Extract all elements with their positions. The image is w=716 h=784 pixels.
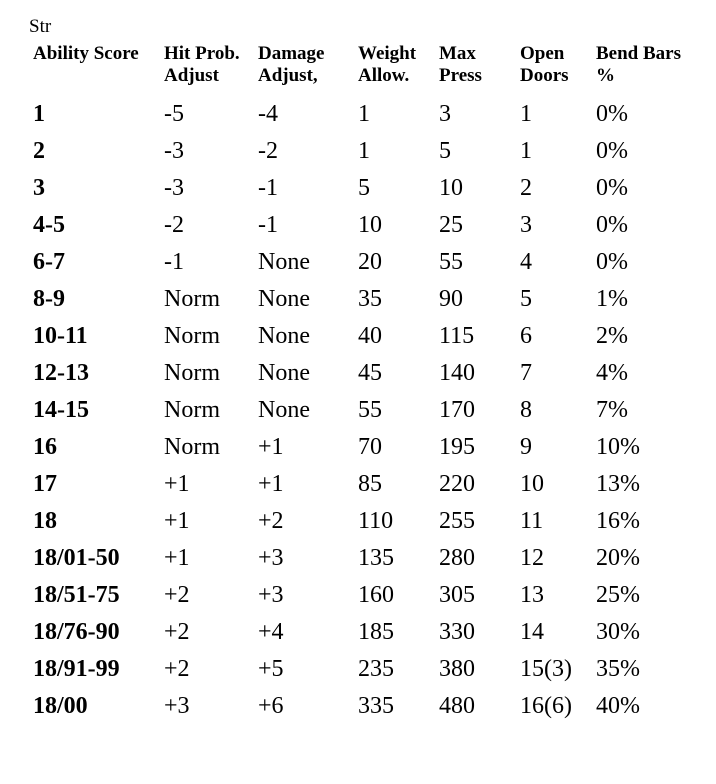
table-row bbox=[28, 539, 698, 576]
cell-open-doors: 16(6) bbox=[520, 692, 572, 719]
header-text-line: Press bbox=[439, 65, 482, 86]
cell-max-press: 140 bbox=[439, 359, 475, 386]
cell-max-press: 115 bbox=[439, 322, 475, 349]
cell-open-doors: 15(3) bbox=[520, 655, 572, 682]
table-header-row bbox=[28, 41, 698, 95]
cell-weight-allow: 185 bbox=[358, 618, 394, 645]
cell-hit-prob-adjust: -2 bbox=[164, 211, 184, 238]
cell-bend-bars: 16% bbox=[596, 507, 640, 534]
cell-damage-adjust: +6 bbox=[258, 692, 284, 719]
cell-bend-bars: 25% bbox=[596, 581, 640, 608]
cell-bend-bars: 13% bbox=[596, 470, 640, 497]
strength-table bbox=[28, 41, 698, 724]
cell-open-doors: 4 bbox=[520, 248, 532, 275]
table-row bbox=[28, 169, 698, 206]
header-text-line: Doors bbox=[520, 65, 569, 86]
cell-damage-adjust: +3 bbox=[258, 544, 284, 571]
cell-bend-bars: 0% bbox=[596, 211, 628, 238]
cell-weight-allow: 1 bbox=[358, 137, 370, 164]
header-text-line: Adjust, bbox=[258, 65, 318, 86]
cell-max-press: 195 bbox=[439, 433, 475, 460]
cell-open-doors: 14 bbox=[520, 618, 544, 645]
header-ability-score bbox=[28, 41, 159, 95]
cell-bend-bars: 30% bbox=[596, 618, 640, 645]
table-row bbox=[28, 687, 698, 724]
cell-damage-adjust: +2 bbox=[258, 507, 284, 534]
cell-max-press: 25 bbox=[439, 211, 463, 238]
cell-weight-allow: 5 bbox=[358, 174, 370, 201]
table-row bbox=[28, 280, 698, 317]
header-weight-allow bbox=[353, 41, 434, 95]
cell-damage-adjust: +1 bbox=[258, 470, 284, 497]
table-row bbox=[28, 650, 698, 687]
table-row bbox=[28, 354, 698, 391]
cell-damage-adjust: -1 bbox=[258, 211, 278, 238]
table-row bbox=[28, 317, 698, 354]
cell-weight-allow: 70 bbox=[358, 433, 382, 460]
cell-open-doors: 3 bbox=[520, 211, 532, 238]
header-damage-adjust bbox=[253, 41, 353, 95]
cell-open-doors: 10 bbox=[520, 470, 544, 497]
cell-ability-score: 1 bbox=[33, 100, 45, 127]
cell-hit-prob-adjust: +1 bbox=[164, 507, 190, 534]
cell-bend-bars: 0% bbox=[596, 100, 628, 127]
cell-damage-adjust: +4 bbox=[258, 618, 284, 645]
cell-max-press: 330 bbox=[439, 618, 475, 645]
cell-damage-adjust: None bbox=[258, 322, 310, 349]
cell-ability-score: 18/51-75 bbox=[33, 581, 120, 608]
cell-open-doors: 9 bbox=[520, 433, 532, 460]
cell-ability-score: 18/00 bbox=[33, 692, 88, 719]
header-hit-prob-adjust bbox=[159, 41, 253, 95]
table-row bbox=[28, 465, 698, 502]
cell-hit-prob-adjust: +2 bbox=[164, 581, 190, 608]
cell-ability-score: 8-9 bbox=[33, 285, 65, 312]
cell-weight-allow: 35 bbox=[358, 285, 382, 312]
table-caption: Str bbox=[29, 16, 52, 37]
cell-hit-prob-adjust: +3 bbox=[164, 692, 190, 719]
table-row bbox=[28, 613, 698, 650]
cell-ability-score: 18/91-99 bbox=[33, 655, 120, 682]
cell-max-press: 10 bbox=[439, 174, 463, 201]
cell-bend-bars: 1% bbox=[596, 285, 628, 312]
header-max-press bbox=[434, 41, 515, 95]
cell-hit-prob-adjust: +2 bbox=[164, 655, 190, 682]
cell-ability-score: 6-7 bbox=[33, 248, 65, 275]
cell-hit-prob-adjust: -3 bbox=[164, 174, 184, 201]
header-text-line: Bend Bars bbox=[596, 43, 681, 64]
cell-damage-adjust: None bbox=[258, 285, 310, 312]
cell-weight-allow: 160 bbox=[358, 581, 394, 608]
table-row bbox=[28, 95, 698, 132]
cell-weight-allow: 55 bbox=[358, 396, 382, 423]
cell-weight-allow: 1 bbox=[358, 100, 370, 127]
cell-bend-bars: 40% bbox=[596, 692, 640, 719]
cell-open-doors: 13 bbox=[520, 581, 544, 608]
header-open-doors bbox=[515, 41, 591, 95]
cell-hit-prob-adjust: +1 bbox=[164, 470, 190, 497]
cell-max-press: 220 bbox=[439, 470, 475, 497]
header-text-line: % bbox=[596, 65, 615, 86]
cell-weight-allow: 40 bbox=[358, 322, 382, 349]
cell-damage-adjust: None bbox=[258, 248, 310, 275]
cell-damage-adjust: -1 bbox=[258, 174, 278, 201]
cell-weight-allow: 10 bbox=[358, 211, 382, 238]
cell-max-press: 55 bbox=[439, 248, 463, 275]
cell-hit-prob-adjust: Norm bbox=[164, 359, 220, 386]
cell-weight-allow: 45 bbox=[358, 359, 382, 386]
cell-bend-bars: 2% bbox=[596, 322, 628, 349]
cell-damage-adjust: +1 bbox=[258, 433, 284, 460]
cell-ability-score: 4-5 bbox=[33, 211, 65, 238]
cell-bend-bars: 7% bbox=[596, 396, 628, 423]
cell-max-press: 480 bbox=[439, 692, 475, 719]
cell-open-doors: 5 bbox=[520, 285, 532, 312]
cell-max-press: 5 bbox=[439, 137, 451, 164]
table-row bbox=[28, 576, 698, 613]
cell-max-press: 380 bbox=[439, 655, 475, 682]
cell-bend-bars: 0% bbox=[596, 137, 628, 164]
cell-ability-score: 16 bbox=[33, 433, 57, 460]
table-body bbox=[28, 95, 698, 724]
cell-max-press: 255 bbox=[439, 507, 475, 534]
header-bend-bars bbox=[591, 41, 698, 95]
cell-bend-bars: 0% bbox=[596, 174, 628, 201]
cell-bend-bars: 10% bbox=[596, 433, 640, 460]
cell-open-doors: 1 bbox=[520, 100, 532, 127]
cell-ability-score: 17 bbox=[33, 470, 57, 497]
cell-damage-adjust: +5 bbox=[258, 655, 284, 682]
cell-open-doors: 1 bbox=[520, 137, 532, 164]
cell-ability-score: 12-13 bbox=[33, 359, 89, 386]
cell-hit-prob-adjust: -1 bbox=[164, 248, 184, 275]
cell-hit-prob-adjust: -3 bbox=[164, 137, 184, 164]
cell-damage-adjust: None bbox=[258, 359, 310, 386]
cell-ability-score: 18 bbox=[33, 507, 57, 534]
cell-open-doors: 2 bbox=[520, 174, 532, 201]
cell-bend-bars: 0% bbox=[596, 248, 628, 275]
cell-max-press: 90 bbox=[439, 285, 463, 312]
table-row bbox=[28, 502, 698, 539]
cell-open-doors: 12 bbox=[520, 544, 544, 571]
cell-hit-prob-adjust: Norm bbox=[164, 396, 220, 423]
table-row bbox=[28, 391, 698, 428]
cell-damage-adjust: -4 bbox=[258, 100, 278, 127]
header-text-line: Hit Prob. bbox=[164, 43, 240, 64]
cell-weight-allow: 20 bbox=[358, 248, 382, 275]
header-text-line: Adjust bbox=[164, 65, 219, 86]
table-row bbox=[28, 206, 698, 243]
cell-max-press: 305 bbox=[439, 581, 475, 608]
cell-ability-score: 3 bbox=[33, 174, 45, 201]
cell-max-press: 280 bbox=[439, 544, 475, 571]
cell-weight-allow: 85 bbox=[358, 470, 382, 497]
table-row bbox=[28, 428, 698, 465]
table-row bbox=[28, 132, 698, 169]
cell-weight-allow: 135 bbox=[358, 544, 394, 571]
cell-max-press: 170 bbox=[439, 396, 475, 423]
cell-open-doors: 6 bbox=[520, 322, 532, 349]
cell-ability-score: 2 bbox=[33, 137, 45, 164]
header-text-line: Max bbox=[439, 43, 476, 64]
cell-damage-adjust: None bbox=[258, 396, 310, 423]
cell-open-doors: 8 bbox=[520, 396, 532, 423]
cell-bend-bars: 20% bbox=[596, 544, 640, 571]
header-text-line: Ability Score bbox=[33, 43, 139, 64]
header-text-line: Weight bbox=[358, 43, 417, 64]
cell-hit-prob-adjust: +2 bbox=[164, 618, 190, 645]
cell-open-doors: 11 bbox=[520, 507, 544, 534]
cell-damage-adjust: -2 bbox=[258, 137, 278, 164]
header-text-line: Allow. bbox=[358, 65, 410, 86]
cell-hit-prob-adjust: +1 bbox=[164, 544, 190, 571]
cell-hit-prob-adjust: Norm bbox=[164, 322, 220, 349]
cell-bend-bars: 35% bbox=[596, 655, 640, 682]
cell-open-doors: 7 bbox=[520, 359, 532, 386]
cell-ability-score: 18/01-50 bbox=[33, 544, 120, 571]
cell-weight-allow: 235 bbox=[358, 655, 394, 682]
cell-ability-score: 10-11 bbox=[33, 322, 88, 349]
cell-weight-allow: 110 bbox=[358, 507, 394, 534]
header-text-line: Open bbox=[520, 43, 565, 64]
cell-ability-score: 18/76-90 bbox=[33, 618, 120, 645]
cell-bend-bars: 4% bbox=[596, 359, 628, 386]
table-row bbox=[28, 243, 698, 280]
cell-hit-prob-adjust: Norm bbox=[164, 285, 220, 312]
cell-damage-adjust: +3 bbox=[258, 581, 284, 608]
cell-weight-allow: 335 bbox=[358, 692, 394, 719]
cell-hit-prob-adjust: -5 bbox=[164, 100, 184, 127]
cell-max-press: 3 bbox=[439, 100, 451, 127]
cell-hit-prob-adjust: Norm bbox=[164, 433, 220, 460]
cell-ability-score: 14-15 bbox=[33, 396, 89, 423]
header-text-line: Damage bbox=[258, 43, 325, 64]
